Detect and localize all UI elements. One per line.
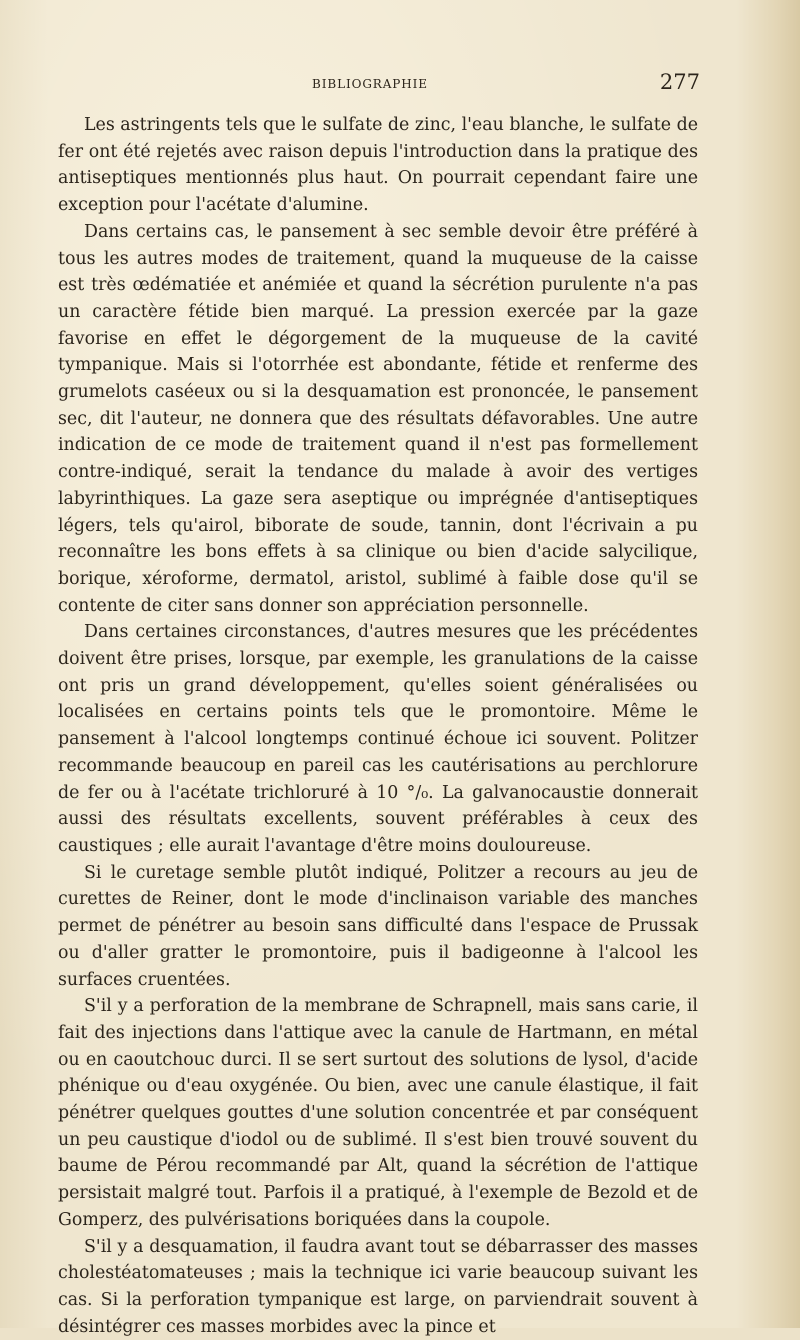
paragraph: Si le curetage semble plutôt indiqué, Politzer a recours au jeu de curettes de Reiner, dont le mode d'inclinaison variable des manches permet de pénétrer au besoin sans difficulté dans l'espace de Prussak ou d'aller gratter le promontoire, puis il badigeonne à l'alcool les surfaces cruentées. <box>58 862 698 990</box>
page-number: 277 <box>659 70 700 94</box>
paragraph: S'il y a perforation de la membrane de Schrapnell, mais sans carie, il fait des injections dans l'attique avec la canule de Hartmann, en métal ou en caoutchouc durci. Il se sert surtout des solutions de lysol, d'acide phénique ou d'eau oxygénée. Ou bien, avec une canule élastique, il fait pénétrer quelques gouttes d'une solution concentrée et par conséquent un peu caustique d'iodol ou de sublimé. Il s'est bien trouvé souvent du baume de Pérou recommandé par Alt, quand la sécrétion de l'attique persistait malgré tout. Parfois il a pratiqué, à l'exemple de Bezold et de Gomperz, des pulvérisations boriquées dans la coupole. <box>58 996 698 1230</box>
paragraph: S'il y a desquamation, il faudra avant tout se débarrasser des masses cholestéatomateuses ; mais la technique ici varie beaucoup suivant les cas. Si la perforation tympanique est large, on parviendrait souvent à désintégrer ces masses morbides avec la pince et <box>58 1236 698 1337</box>
page-header <box>60 72 700 96</box>
paragraph: Dans certains cas, le pansement à sec semble devoir être préféré à tous les autres modes de traitement, quand la muqueuse de la caisse est très œdématiée et anémiée et quand la sécrétion purulente n'a pas un caractère fétide bien marqué. La pression exercée par la gaze favorise en effet le dégorgement de la muqueuse de la cavité tympanique. Mais si l'otorrhée est abondante, fétide et renferme des grumelots caséeux ou si la desquamation est prononcée, le pansement sec, dit l'auteur, ne donnera que des résultats défavorables. Une autre indication de ce mode de traitement quand il n'est pas formellement contre-indiqué, serait la tendance du malade à avoir des vertiges labyrinthiques. La gaze sera aseptique ou imprégnée d'antiseptiques légers, tels qu'airol, biborate de soude, tannin, dont l'écrivain a pu reconnaître les bons effets à sa clinique ou bien d'acide salycilique, borique, xéroforme, dermatol, aristol, sublimé à faible dose qu'il se contente de citer sans donner son appréciation personnelle. <box>58 221 698 616</box>
running-head: BIBLIOGRAPHIE <box>312 77 428 91</box>
body-text <box>58 112 698 1340</box>
paragraph: Dans certaines circonstances, d'autres mesures que les précédentes doivent être prises, lorsque, par exemple, les granulations de la caisse ont pris un grand développement, qu'elles soient généralisées ou localisées en certains points tels que le promontoire. Même le pansement à l'alcool longtemps continué échoue ici souvent. Politzer recommande beaucoup en pareil cas les cautérisations au perchlorure de fer ou à l'acétate trichloruré à 10 °/₀. La galvanocaustie donnerait aussi des résultats excellents, souvent préférables à ceux des caustiques ; elle aurait l'avantage d'être moins douloureuse. <box>58 622 698 856</box>
paragraph: Les astringents tels que le sulfate de zinc, l'eau blanche, le sulfate de fer ont été rejetés avec raison depuis l'introduction dans la pratique des antiseptiques mentionnés plus haut. On pourrait cependant faire une exception pour l'acétate d'alumine. <box>58 115 698 216</box>
